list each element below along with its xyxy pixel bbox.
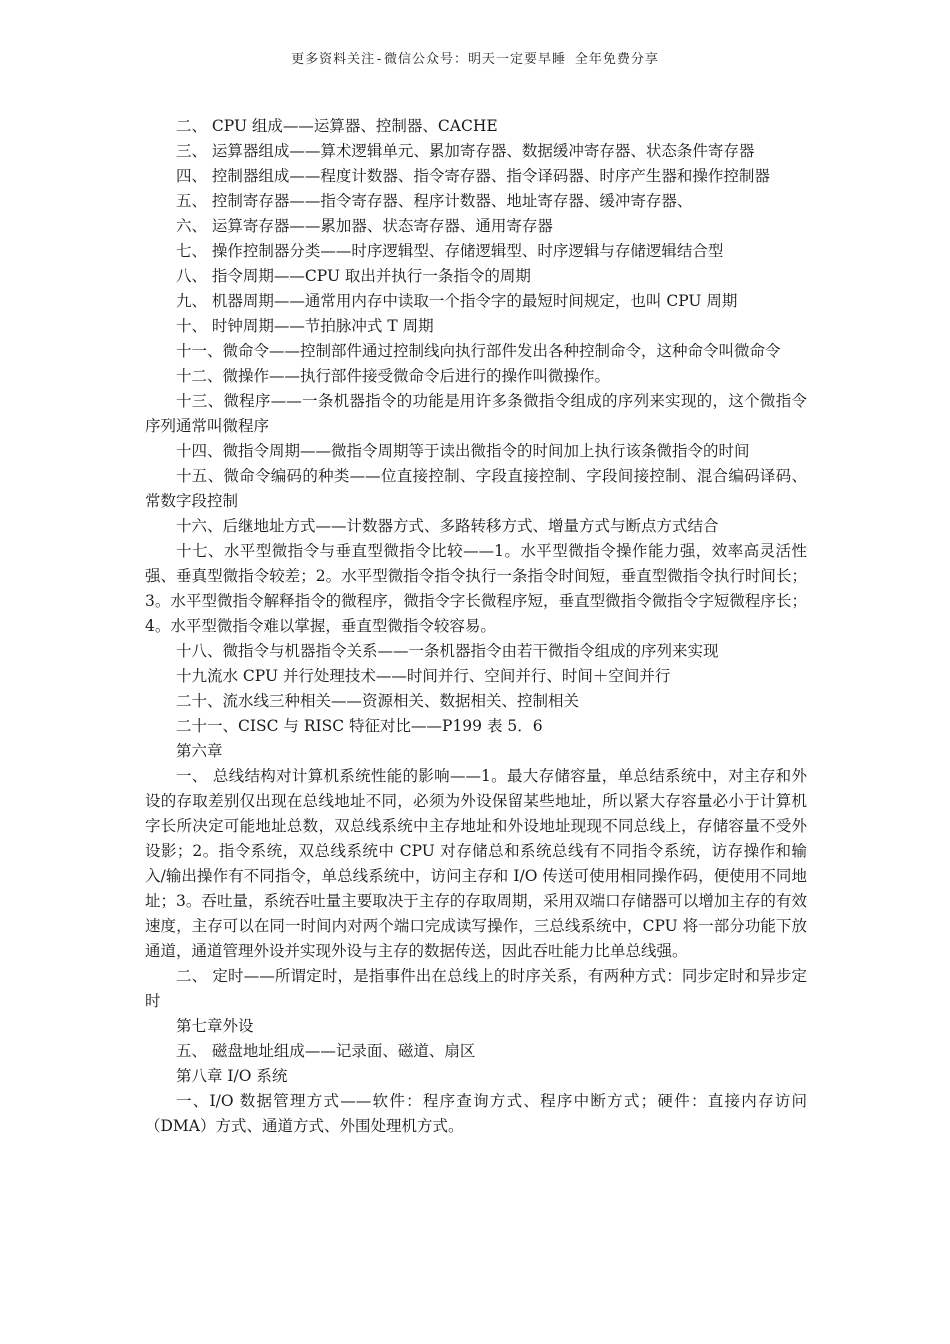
paragraph: 十四、微指令周期——微指令周期等于读出微指令的时间加上执行该条微指令的时间 (176, 442, 750, 460)
paragraph: 十八、微指令与机器指令关系——一条机器指令由若干微指令组成的序列来实现 (176, 642, 719, 660)
chapter-heading: 第七章外设 (176, 1017, 254, 1035)
paragraph: 七、 操作控制器分类——时序逻辑型、存储逻辑型、时序逻辑与存储逻辑结合型 (176, 242, 724, 260)
paragraph: 十五、微命令编码的种类——位直接控制、字段直接控制、字段间接控制、混合编码译码、常数字段控制 (145, 467, 807, 510)
document-body (145, 114, 807, 1139)
paragraph: 一、I/O 数据管理方式——软件：程序查询方式、程序中断方式；硬件：直接内存访问（DMA）方式、通道方式、外围处理机方式。 (145, 1092, 807, 1135)
chapter-heading: 第六章 (176, 742, 223, 760)
paragraph: 十六、后继地址方式——计数器方式、多路转移方式、增量方式与断点方式结合 (176, 517, 719, 535)
paragraph: 二、 CPU 组成——运算器、控制器、CACHE (176, 117, 498, 135)
paragraph: 十一、微命令——控制部件通过控制线向执行部件发出各种控制命令，这种命令叫微命令 (176, 342, 781, 360)
paragraph: 二十一、CISC 与 RISC 特征对比——P199 表 5．6 (176, 717, 543, 735)
paragraph: 十三、微程序——一条机器指令的功能是用许多条微指令组成的序列来实现的，这个微指令序列通常叫微程序 (145, 392, 807, 435)
paragraph: 九、 机器周期——通常用内存中读取一个指令字的最短时间规定，也叫 CPU 周期 (176, 292, 738, 310)
paragraph: 六、 运算寄存器——累加器、状态寄存器、通用寄存器 (176, 217, 553, 235)
paragraph: 五、 磁盘地址组成——记录面、磁道、扇区 (176, 1042, 476, 1060)
paragraph: 一、 总线结构对计算机系统性能的影响——1。最大存储容量，单总结系统中，对主存和外设的存取差别仅出现在总线地址不同，必须为外设保留某些地址，所以紧大存容量必小于计算机字长所决定可能地址总数，双总线系统中主存地址和外设地址现现不同总线上，存储容量不受外设影；2。指令系统，双总线系统中 CPU 对存储总和系统总线有不同指令系统，访存操作和输入/输出操作有不同指令，单总线系统中，访问主存和 I/O 传送可使用相同操作码，便使用不同地址；3。吞吐量，系统吞吐量主要取决于主存的存取周期，采用双端口存储器可以增加主存的有效速度，主存可以在同一时间内对两个端口完成读写操作，三总线系统中，CPU 将一部分功能下放通道，通道管理外设并实现外设与主存的数据传送，因此吞吐能力比单总线强。 (145, 767, 807, 960)
paragraph: 十九流水 CPU 并行处理技术——时间并行、空间并行、时间＋空间并行 (176, 667, 671, 685)
paragraph: 二、 定时——所谓定时，是指事件出在总线上的时序关系，有两种方式：同步定时和异步定时 (145, 967, 807, 1010)
paragraph: 二十、流水线三种相关——资源相关、数据相关、控制相关 (176, 692, 580, 710)
paragraph: 八、 指令周期——CPU 取出并执行一条指令的周期 (176, 267, 531, 285)
paragraph: 三、 运算器组成——算术逻辑单元、累加寄存器、数据缓冲寄存器、状态条件寄存器 (176, 142, 755, 160)
chapter-heading: 第八章 I/O 系统 (176, 1067, 288, 1085)
page-header: 更多资料关注-微信公众号：明天一定要早睡 全年免费分享 (291, 52, 659, 67)
paragraph: 十二、微操作——执行部件接受微命令后进行的操作叫微操作。 (176, 367, 611, 385)
paragraph: 十七、水平型微指令与垂直型微指令比较——1。水平型微指令操作能力强，效率高灵活性强、垂真型微指令较差；2。水平型微指令指令执行一条指令时间短，垂直型微指令执行时间长；3。水平型微指令解释指令的微程序，微指令字长微程序短，垂直型微指令微指令字短微程序长；4。水平型微指令难以掌握，垂直型微指令较容易。 (145, 542, 807, 635)
paragraph: 五、 控制寄存器——指令寄存器、程序计数器、地址寄存器、缓冲寄存器、 (176, 192, 693, 210)
paragraph: 四、 控制器组成——程度计数器、指令寄存器、指令译码器、时序产生器和操作控制器 (176, 167, 770, 185)
paragraph: 十、 时钟周期——节拍脉冲式 T 周期 (176, 317, 434, 335)
